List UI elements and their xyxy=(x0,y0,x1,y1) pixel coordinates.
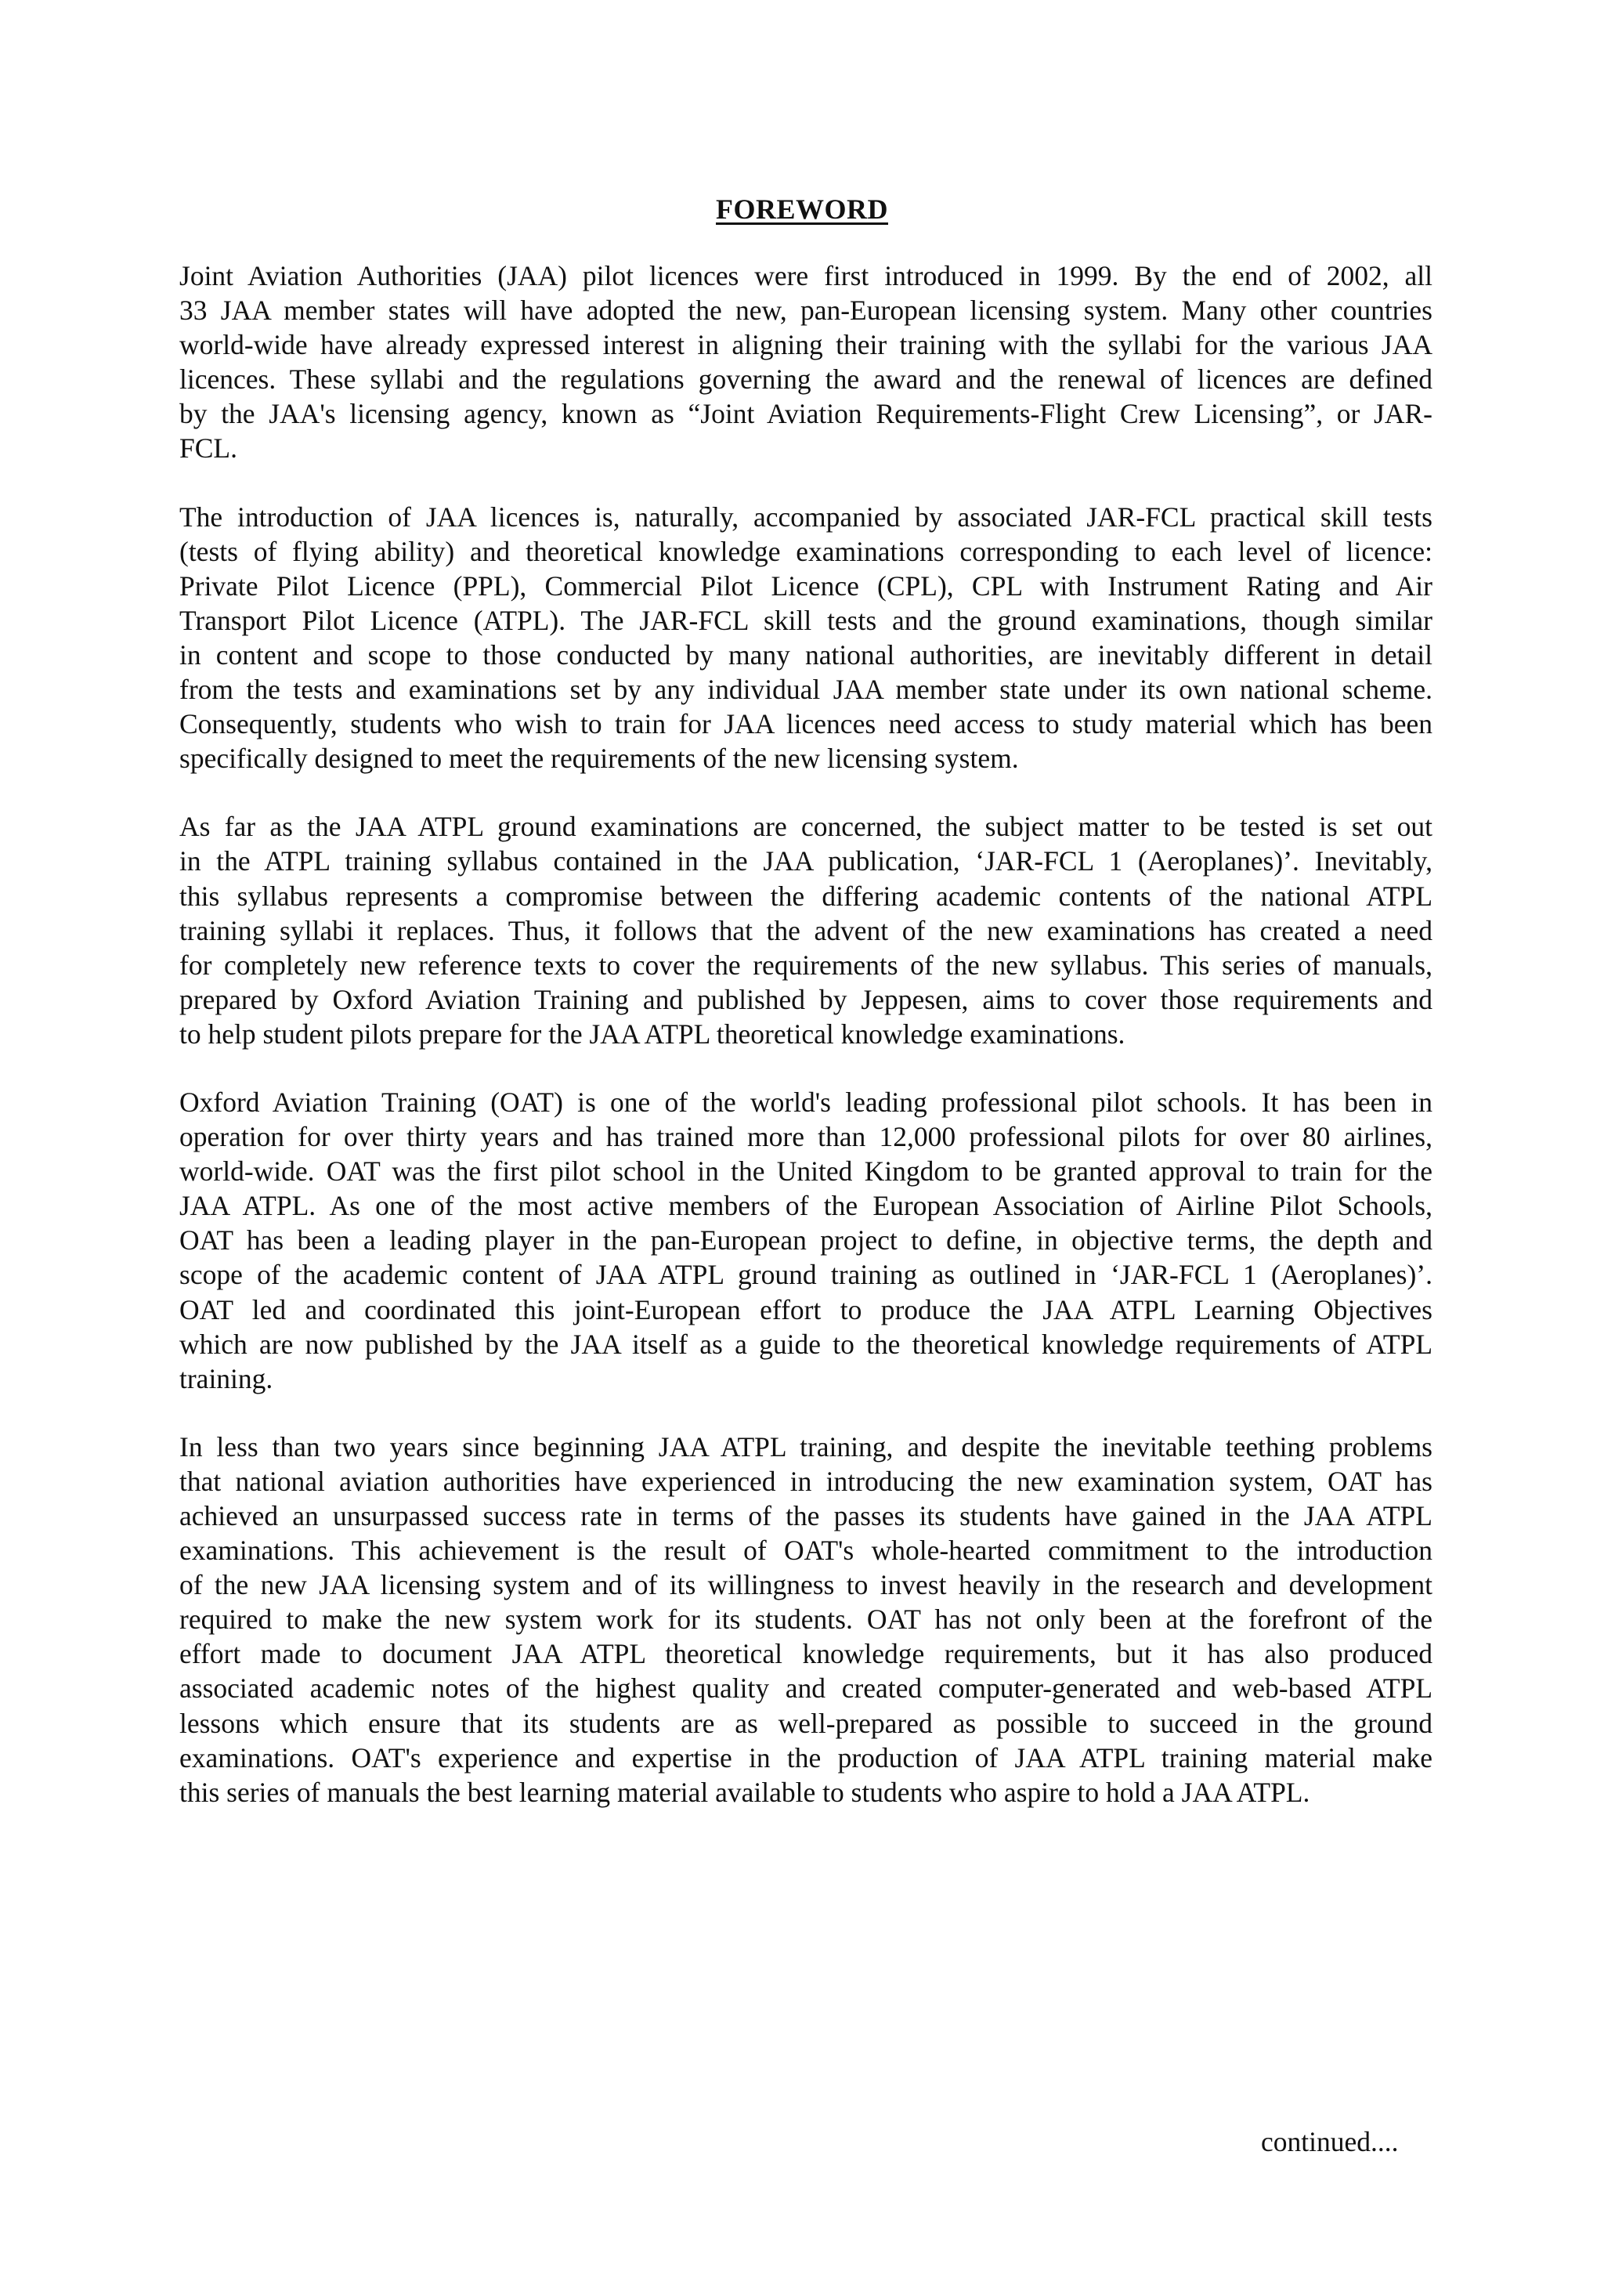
text-line: training syllabi it replaces. Thus, it follows that the advent of the new examinations has created a need xyxy=(179,914,1432,946)
text-line: examinations. OAT's experience and expertise in the production of JAA ATPL training material make xyxy=(179,1741,1432,1774)
text-line: OAT has been a leading player in the pan-European project to define, in objective terms, the depth and xyxy=(179,1224,1432,1256)
text-line: Consequently, students who wish to train for JAA licences need access to study material which has been xyxy=(179,708,1432,740)
text-line: by the JAA's licensing agency, known as “Joint Aviation Requirements-Flight Crew Licensing”, or JAR- xyxy=(179,398,1432,430)
text-line: in the ATPL training syllabus contained in the JAA publication, ‘JAR-FCL 1 (Aeroplanes)’. Inevitably, xyxy=(179,845,1432,877)
text-line: FCL. xyxy=(179,432,237,465)
text-line: OAT led and coordinated this joint-European effort to produce the JAA ATPL Learning Objectives xyxy=(179,1293,1432,1325)
page-title: FOREWORD xyxy=(716,193,888,225)
paragraph xyxy=(179,1430,1432,1810)
text-line: (tests of flying ability) and theoretical knowledge examinations corresponding to each level of licence: xyxy=(179,535,1432,567)
text-line: which are now published by the JAA itself as a guide to the theoretical knowledge requirements of ATPL xyxy=(179,1328,1432,1360)
text-line: Transport Pilot Licence (ATPL). The JAR-FCL skill tests and the ground examinations, though similar xyxy=(179,604,1432,636)
text-line: of the new JAA licensing system and of its willingness to invest heavily in the research and development xyxy=(179,1569,1432,1601)
text-line: for completely new reference texts to cover the requirements of the new syllabus. This series of manuals, xyxy=(179,949,1432,981)
paragraph xyxy=(179,259,1432,466)
text-line: in content and scope to those conducted by many national authorities, are inevitably different in detail xyxy=(179,638,1432,671)
paragraph xyxy=(179,1085,1432,1396)
text-line: The introduction of JAA licences is, naturally, accompanied by associated JAR-FCL practical skill tests xyxy=(179,501,1432,533)
text-line: training. xyxy=(179,1362,273,1394)
text-line: this series of manuals the best learning material available to students who aspire to hold a JAA ATPL. xyxy=(179,1776,1310,1808)
text-line: achieved an unsurpassed success rate in terms of the passes its students have gained in the JAA ATPL xyxy=(179,1500,1432,1531)
paragraph xyxy=(179,500,1432,776)
continued-note: continued.... xyxy=(1261,2126,1399,2157)
text-line: 33 JAA member states will have adopted the new, pan-European licensing system. Many other countries xyxy=(179,295,1432,327)
text-line: this syllabus represents a compromise between the differing academic contents of the national ATPL xyxy=(179,880,1432,912)
text-line: In less than two years since beginning JAA ATPL training, and despite the inevitable teething problems xyxy=(179,1430,1432,1463)
text-line: Private Pilot Licence (PPL), Commercial Pilot Licence (CPL), CPL with Instrument Rating and Air xyxy=(179,569,1432,602)
text-line: JAA ATPL. As one of the most active members of the European Association of Airline Pilot Schools, xyxy=(179,1190,1432,1222)
paragraph xyxy=(179,809,1432,1051)
text-line: scope of the academic content of JAA ATPL ground training as outlined in ‘JAR-FCL 1 (Aeroplanes)’. xyxy=(179,1259,1432,1291)
text-line: effort made to document JAA ATPL theoretical knowledge requirements, but it has also produced xyxy=(179,1638,1432,1670)
text-line: lessons which ensure that its students are as well-prepared as possible to succeed in the ground xyxy=(179,1707,1432,1739)
text-line: specifically designed to meet the requirements of the new licensing system. xyxy=(179,743,1019,775)
text-line: world-wide. OAT was the first pilot school in the United Kingdom to be granted approval to train for the xyxy=(179,1155,1432,1188)
text-line: associated academic notes of the highest quality and created computer-generated and web-based ATPL xyxy=(179,1672,1432,1705)
text-line: world-wide have already expressed interest in aligning their training with the syllabi for the various JAA xyxy=(179,329,1432,361)
text-line: Oxford Aviation Training (OAT) is one of the world's leading professional pilot schools. It has been in xyxy=(179,1086,1432,1118)
foreword-body xyxy=(179,259,1432,1843)
text-line: from the tests and examinations set by any individual JAA member state under its own national scheme. xyxy=(179,674,1432,706)
text-line: prepared by Oxford Aviation Training and published by Jeppesen, aims to cover those requirements and xyxy=(179,983,1432,1015)
text-line: operation for over thirty years and has trained more than 12,000 professional pilots for over 80 airlines, xyxy=(179,1121,1432,1153)
text-line: As far as the JAA ATPL ground examinations are concerned, the subject matter to be tested is set out xyxy=(179,811,1432,843)
text-line: that national aviation authorities have experienced in introducing the new examination system, OAT has xyxy=(179,1465,1432,1497)
text-line: to help student pilots prepare for the JAA ATPL theoretical knowledge examinations. xyxy=(179,1018,1125,1050)
text-line: Joint Aviation Authorities (JAA) pilot licences were first introduced in 1999. By the end of 2002, all xyxy=(179,260,1432,291)
text-line: licences. These syllabi and the regulations governing the award and the renewal of licences are defined xyxy=(179,363,1432,396)
text-line: required to make the new system work for its students. OAT has not only been at the forefront of the xyxy=(179,1604,1432,1636)
text-line: examinations. This achievement is the result of OAT's whole-hearted commitment to the introduction xyxy=(179,1535,1432,1567)
